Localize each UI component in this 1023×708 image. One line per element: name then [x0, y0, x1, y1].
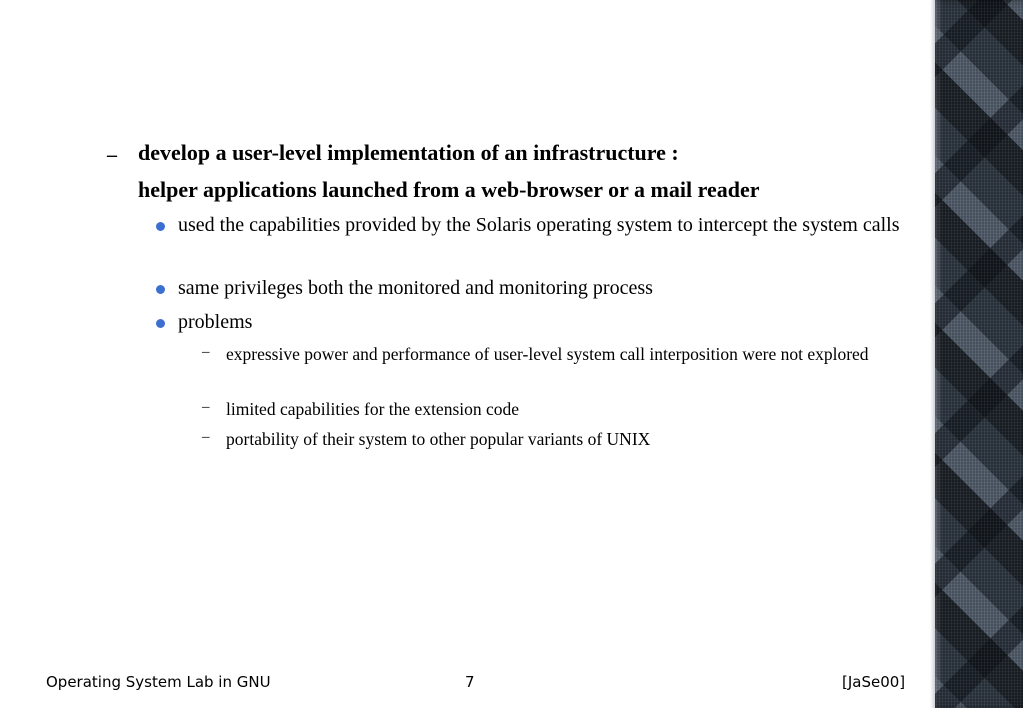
heading-line-2: helper applications launched from a web-browser or a mail reader [138, 177, 760, 202]
bullet-dot-icon [156, 319, 165, 328]
decorative-side-panel [930, 0, 1023, 708]
sub-item-dash: – [202, 429, 210, 445]
sub-item-3: portability of their system to other popular variants of UNIX [226, 429, 651, 449]
bullet-item-2: same privileges both the monitored and monitoring process [178, 277, 653, 299]
footer-citation: [JaSe00] [842, 673, 906, 691]
bullet-item-1: used the capabilities provided by the Solaris operating system to intercept the system calls [178, 214, 900, 236]
footer-page-number: 7 [465, 673, 475, 691]
bullet-dot-icon [156, 285, 165, 294]
bullet-item-3: problems [178, 311, 253, 333]
heading-line-1: develop a user-level implementation of an infrastructure : [138, 140, 679, 165]
footer-title: Operating System Lab in GNU [46, 673, 271, 691]
heading-dash: – [107, 144, 117, 166]
sub-item-dash: – [202, 399, 210, 415]
sub-item-dash: – [202, 344, 210, 360]
sub-item-1: expressive power and performance of user-level system call interposition were not explored [226, 344, 869, 364]
bullet-dot-icon [156, 222, 165, 231]
sub-item-2: limited capabilities for the extension code [226, 399, 520, 419]
